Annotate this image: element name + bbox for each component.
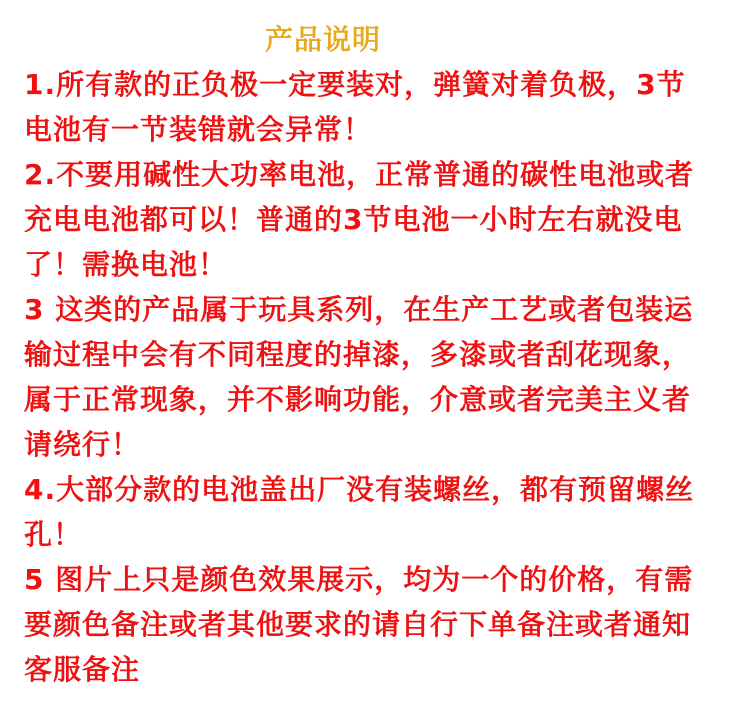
note-line: 4.大部分款的电池盖出厂没有装螺丝，都有预留螺丝	[24, 473, 695, 506]
product-notes	[24, 62, 736, 692]
note-line: 充电电池都可以！普通的3节电池一小时左右就没电	[24, 203, 683, 236]
note-line: 2.不要用碱性大功率电池，正常普通的碳性电池或者	[24, 158, 695, 191]
note-line: 属于正常现象，并不影响功能，介意或者完美主义者	[24, 383, 692, 416]
note-line: 请绕行！	[24, 428, 141, 461]
note-line: 1.所有款的正负极一定要装对，弹簧对着负极，3节	[24, 68, 686, 101]
note-line: 要颜色备注或者其他要求的请自行下单备注或者通知	[24, 608, 692, 641]
note-line: 5 图片上只是颜色效果展示，均为一个的价格，有需	[24, 563, 694, 596]
note-line: 孔！	[24, 518, 83, 551]
note-line: 了！需换电池！	[24, 248, 228, 281]
note-line: 电池有一节装错就会异常！	[24, 113, 373, 146]
page-title: 产品说明	[264, 23, 381, 56]
note-line: 输过程中会有不同程度的掉漆，多漆或者刮花现象，	[24, 338, 692, 371]
note-line: 客服备注	[24, 653, 141, 686]
note-line: 3 这类的产品属于玩具系列，在生产工艺或者包装运	[24, 293, 694, 326]
